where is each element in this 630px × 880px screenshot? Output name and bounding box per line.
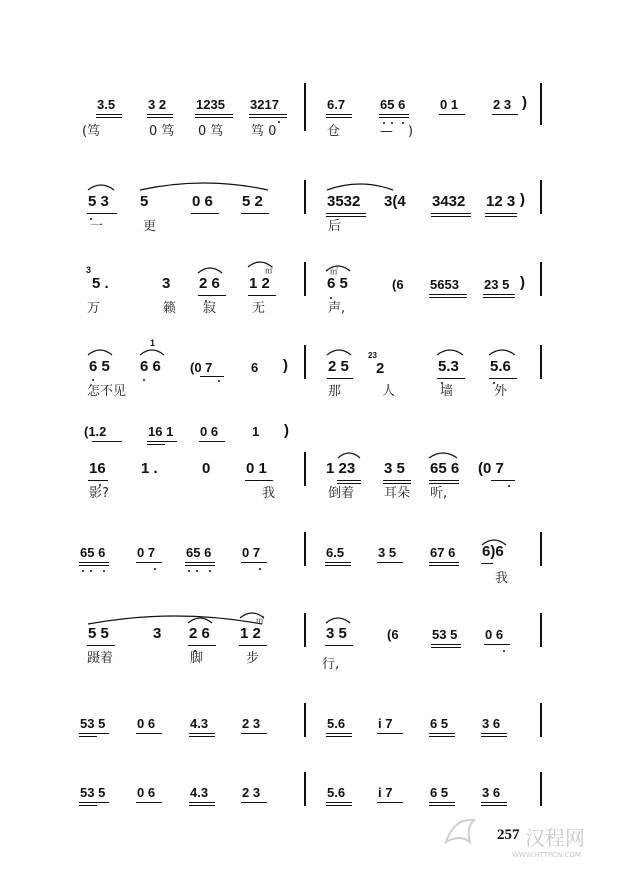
note-group: 1	[252, 424, 260, 439]
bar-line	[304, 452, 306, 486]
bar-line	[304, 613, 306, 647]
note-group: 0 6	[485, 627, 504, 642]
note-group: 5.6	[327, 785, 346, 800]
bar-line	[540, 262, 542, 296]
note-group: i 7	[378, 716, 393, 731]
note-group: 6 5	[327, 275, 348, 292]
slur	[138, 345, 166, 357]
lyric: 我	[262, 486, 276, 501]
lyric: 蹑着	[87, 651, 114, 666]
slur	[487, 345, 517, 357]
lyric: 后	[328, 219, 342, 234]
slur	[435, 345, 465, 357]
note-group: 5653	[430, 277, 459, 292]
note-group: 3 6	[482, 716, 501, 731]
watermark-url: WWW.HTTPCN.COM	[512, 851, 581, 859]
lyric: 万	[87, 301, 101, 316]
lyric: 无	[252, 301, 266, 316]
note-group: 3 5	[378, 545, 397, 560]
note-group: 0 1	[440, 97, 459, 112]
lyric: 仓	[327, 124, 341, 139]
bar-line	[304, 532, 306, 566]
ornament: ㎡	[330, 267, 338, 276]
lyric: 影?	[89, 486, 109, 501]
lyric: (笃	[82, 124, 101, 139]
lyric: 0 笃	[149, 124, 175, 139]
lyric: 人	[382, 384, 396, 399]
note-group: 16 1	[148, 424, 174, 439]
lyric: 寂	[203, 301, 217, 316]
note-group: 5 3	[88, 193, 109, 210]
slur	[427, 448, 459, 460]
note-group: (0 7	[190, 360, 213, 375]
note-group: 5 5	[88, 625, 109, 642]
note-group: 5.6	[327, 716, 346, 731]
note-group: 3	[153, 625, 162, 642]
close-paren: )	[520, 274, 525, 291]
note-group: 0 6	[192, 193, 213, 210]
note-group: 1 .	[141, 460, 158, 477]
note-group: 1235	[196, 97, 225, 112]
page-number: 257	[497, 827, 520, 843]
lyric: 那	[328, 384, 342, 399]
note-group: 3.5	[97, 97, 116, 112]
note-group: 2 5	[328, 358, 349, 375]
grace-note: 3	[86, 265, 92, 275]
note-group: 0 6	[137, 716, 156, 731]
note-group: (1.2	[84, 424, 107, 439]
bar-line	[540, 345, 542, 379]
lyric: —	[380, 124, 393, 139]
bar-line	[304, 772, 306, 806]
note-group: 12 3	[486, 193, 516, 210]
note-group: 5 2	[242, 193, 263, 210]
note-group: 6 5	[430, 716, 449, 731]
note-group: 5.3	[438, 358, 459, 375]
bar-line	[304, 83, 306, 131]
note-group: 5.6	[490, 358, 511, 375]
bar-line	[304, 262, 306, 296]
bar-line	[540, 613, 542, 647]
lyric: 籁	[163, 301, 177, 316]
note-group: 2 3	[242, 716, 261, 731]
note-group: 3 5	[384, 460, 405, 477]
bar-line	[540, 180, 542, 214]
note-group: i 7	[378, 785, 393, 800]
note-group: 65 6	[380, 97, 406, 112]
lyric: 怎不见	[87, 384, 127, 399]
note-group: 6 6	[140, 358, 161, 375]
note-group: 65 6	[430, 460, 460, 477]
note-group: 23 5	[484, 277, 510, 292]
note-group: 2 6	[189, 625, 210, 642]
note-group: 4.3	[190, 716, 209, 731]
lyric: 听,	[430, 486, 448, 501]
ornament: ㎡	[265, 266, 273, 275]
bar-line	[540, 703, 542, 737]
watermark-text: 汉程网	[525, 826, 585, 850]
note-group: (0 7	[478, 460, 504, 477]
note-group: 3 6	[482, 785, 501, 800]
note-group: 0 7	[242, 545, 261, 560]
note-group: 3 5	[326, 625, 347, 642]
note-group: 6)6	[482, 543, 504, 560]
note-group: 1 2	[240, 625, 261, 642]
slur	[325, 180, 395, 192]
note-group: 0 7	[137, 545, 156, 560]
note-group: 6.5	[326, 545, 345, 560]
lyric: 行,	[322, 657, 340, 672]
note-group: 5	[140, 193, 149, 210]
note-group: 2	[376, 360, 385, 377]
note-group: 16	[89, 460, 106, 477]
ornament: ㎡	[256, 616, 264, 625]
note-group: 6 5	[89, 358, 110, 375]
note-group: 1 23	[326, 460, 356, 477]
close-paren: )	[284, 422, 289, 439]
note-group: 65 6	[186, 545, 212, 560]
note-group: 1 2	[249, 275, 270, 292]
lyric: 一	[90, 219, 104, 234]
lyric: 耳朵	[384, 486, 411, 501]
bar-line	[540, 532, 542, 566]
close-paren: )	[520, 191, 525, 208]
note-group: 53 5	[80, 716, 106, 731]
lyric: 0 笃	[198, 124, 224, 139]
note-group: (6	[387, 627, 399, 642]
close-paren: )	[522, 94, 527, 111]
lyric: 墙	[440, 384, 454, 399]
note-group: 67 6	[430, 545, 456, 560]
slur	[324, 261, 352, 273]
lyric: 步	[246, 651, 260, 666]
slur	[138, 178, 270, 192]
note-group: 3(4	[384, 193, 406, 210]
note-group: 0 6	[200, 424, 219, 439]
slur	[86, 180, 116, 192]
lyric: 更	[143, 219, 157, 234]
note-group: 3217	[250, 97, 279, 112]
lyric: 外	[494, 384, 508, 399]
bar-line	[304, 703, 306, 737]
note-group: 3532	[327, 193, 361, 210]
note-group: 0 6	[137, 785, 156, 800]
lyric: 笃 0	[251, 124, 277, 139]
note-group: 3 2	[148, 97, 167, 112]
slur	[86, 345, 114, 357]
note-group: 6 5	[430, 785, 449, 800]
bar-line	[304, 180, 306, 214]
grace-note: 23	[368, 351, 377, 360]
bar-line	[540, 83, 542, 125]
lyric: 倒着	[328, 486, 355, 501]
note-group: 2 3	[242, 785, 261, 800]
note-group: 53 5	[80, 785, 106, 800]
grace-note: 1	[150, 338, 156, 348]
bar-line	[540, 772, 542, 806]
slur	[325, 345, 353, 357]
lyric: )	[408, 124, 414, 139]
note-group: 2 3	[493, 97, 512, 112]
note-group: 5 .	[92, 275, 109, 292]
slur	[186, 613, 214, 625]
bar-line	[304, 345, 306, 379]
note-group: 3432	[432, 193, 466, 210]
watermark-logo-icon	[440, 812, 480, 852]
slur	[336, 448, 362, 460]
lyric: 我	[495, 571, 509, 586]
note-group: 6	[251, 360, 259, 375]
note-group: 6.7	[327, 97, 346, 112]
note-group: 4.3	[190, 785, 209, 800]
note-group: 65 6	[80, 545, 106, 560]
lyric: 脚	[190, 651, 204, 666]
slur	[196, 263, 224, 275]
close-paren: )	[283, 357, 288, 374]
note-group: 0 1	[246, 460, 267, 477]
note-group: 2 6	[199, 275, 220, 292]
note-group: 53 5	[432, 627, 458, 642]
note-group: 0	[202, 460, 211, 477]
note-group: 3	[162, 275, 171, 292]
note-group: (6	[392, 277, 404, 292]
slur	[324, 613, 352, 625]
lyric: 声,	[328, 301, 346, 316]
